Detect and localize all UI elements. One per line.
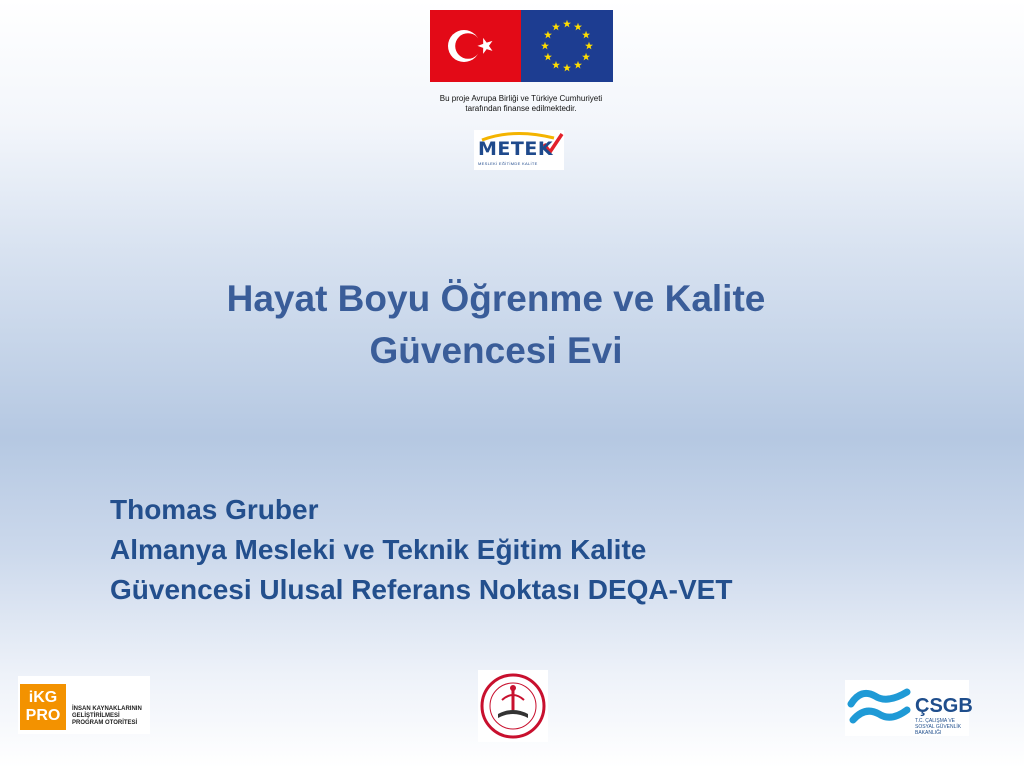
csgb-waves-icon — [847, 684, 911, 730]
funding-note-line2: tarafından finanse edilmektedir. — [465, 104, 577, 113]
eu-star-icon — [552, 61, 560, 69]
slide-title — [120, 273, 872, 377]
eu-star-icon — [544, 53, 552, 61]
ikg-pro-logo — [18, 676, 150, 734]
eu-star-icon — [544, 31, 552, 39]
slide-title-line1: Hayat Boyu Öğrenme ve Kalite — [226, 278, 766, 319]
eu-star-icon — [574, 61, 582, 69]
eu-star-icon — [582, 31, 590, 39]
ikg-text-line2: GELİŞTİRİLMESİ — [72, 713, 120, 719]
eu-star-icon — [585, 42, 593, 50]
ikg-pro-caption — [72, 706, 142, 727]
eu-star-icon — [552, 23, 560, 31]
flags-banner — [430, 10, 613, 82]
csgb-logo — [845, 680, 973, 736]
funding-note-line1: Bu proje Avrupa Birliği ve Türkiye Cumhuriyeti — [439, 94, 603, 103]
slide-title-line2: Güvencesi Evi — [369, 330, 623, 371]
csgb-subtitle — [915, 718, 961, 736]
eu-star-icon — [563, 64, 571, 72]
meb-seal-icon — [478, 670, 548, 742]
eu-star-icon — [541, 42, 549, 50]
turkey-flag-icon — [430, 10, 521, 82]
metek-logo-text: METEK — [478, 138, 554, 160]
csgb-sub-line1: T.C. ÇALIŞMA VE — [915, 718, 956, 724]
ikg-text-line1: İNSAN KAYNAKLARININ — [72, 706, 142, 712]
metek-logo-subtext: MESLEKİ EĞİTİMDE KALİTE — [478, 161, 538, 166]
eu-flag-icon — [521, 10, 613, 82]
meb-seal-logo — [478, 670, 548, 742]
ikg-box-line1: iKG — [28, 689, 58, 706]
ikg-pro-badge — [20, 684, 66, 730]
author-block — [110, 490, 990, 610]
author-name: Thomas Gruber — [110, 494, 319, 525]
metek-logo — [474, 130, 564, 170]
author-affiliation-line2: Güvencesi Ulusal Referans Noktası DEQA-VET — [110, 574, 733, 605]
author-affiliation-line1: Almanya Mesleki ve Teknik Eğitim Kalite — [110, 534, 647, 565]
eu-star-icon — [563, 20, 571, 28]
eu-star-icon — [582, 53, 590, 61]
ikg-text-line3: PROGRAM OTORİTESİ — [72, 720, 138, 726]
ikg-box-line2: PRO — [25, 707, 61, 724]
eu-star-icon — [574, 23, 582, 31]
csgb-sub-line2: SOSYAL GÜVENLİK — [915, 724, 962, 730]
csgb-sub-line3: BAKANLIĞI — [915, 730, 942, 736]
csgb-name: ÇSGB — [915, 695, 973, 717]
funding-note — [400, 94, 642, 114]
